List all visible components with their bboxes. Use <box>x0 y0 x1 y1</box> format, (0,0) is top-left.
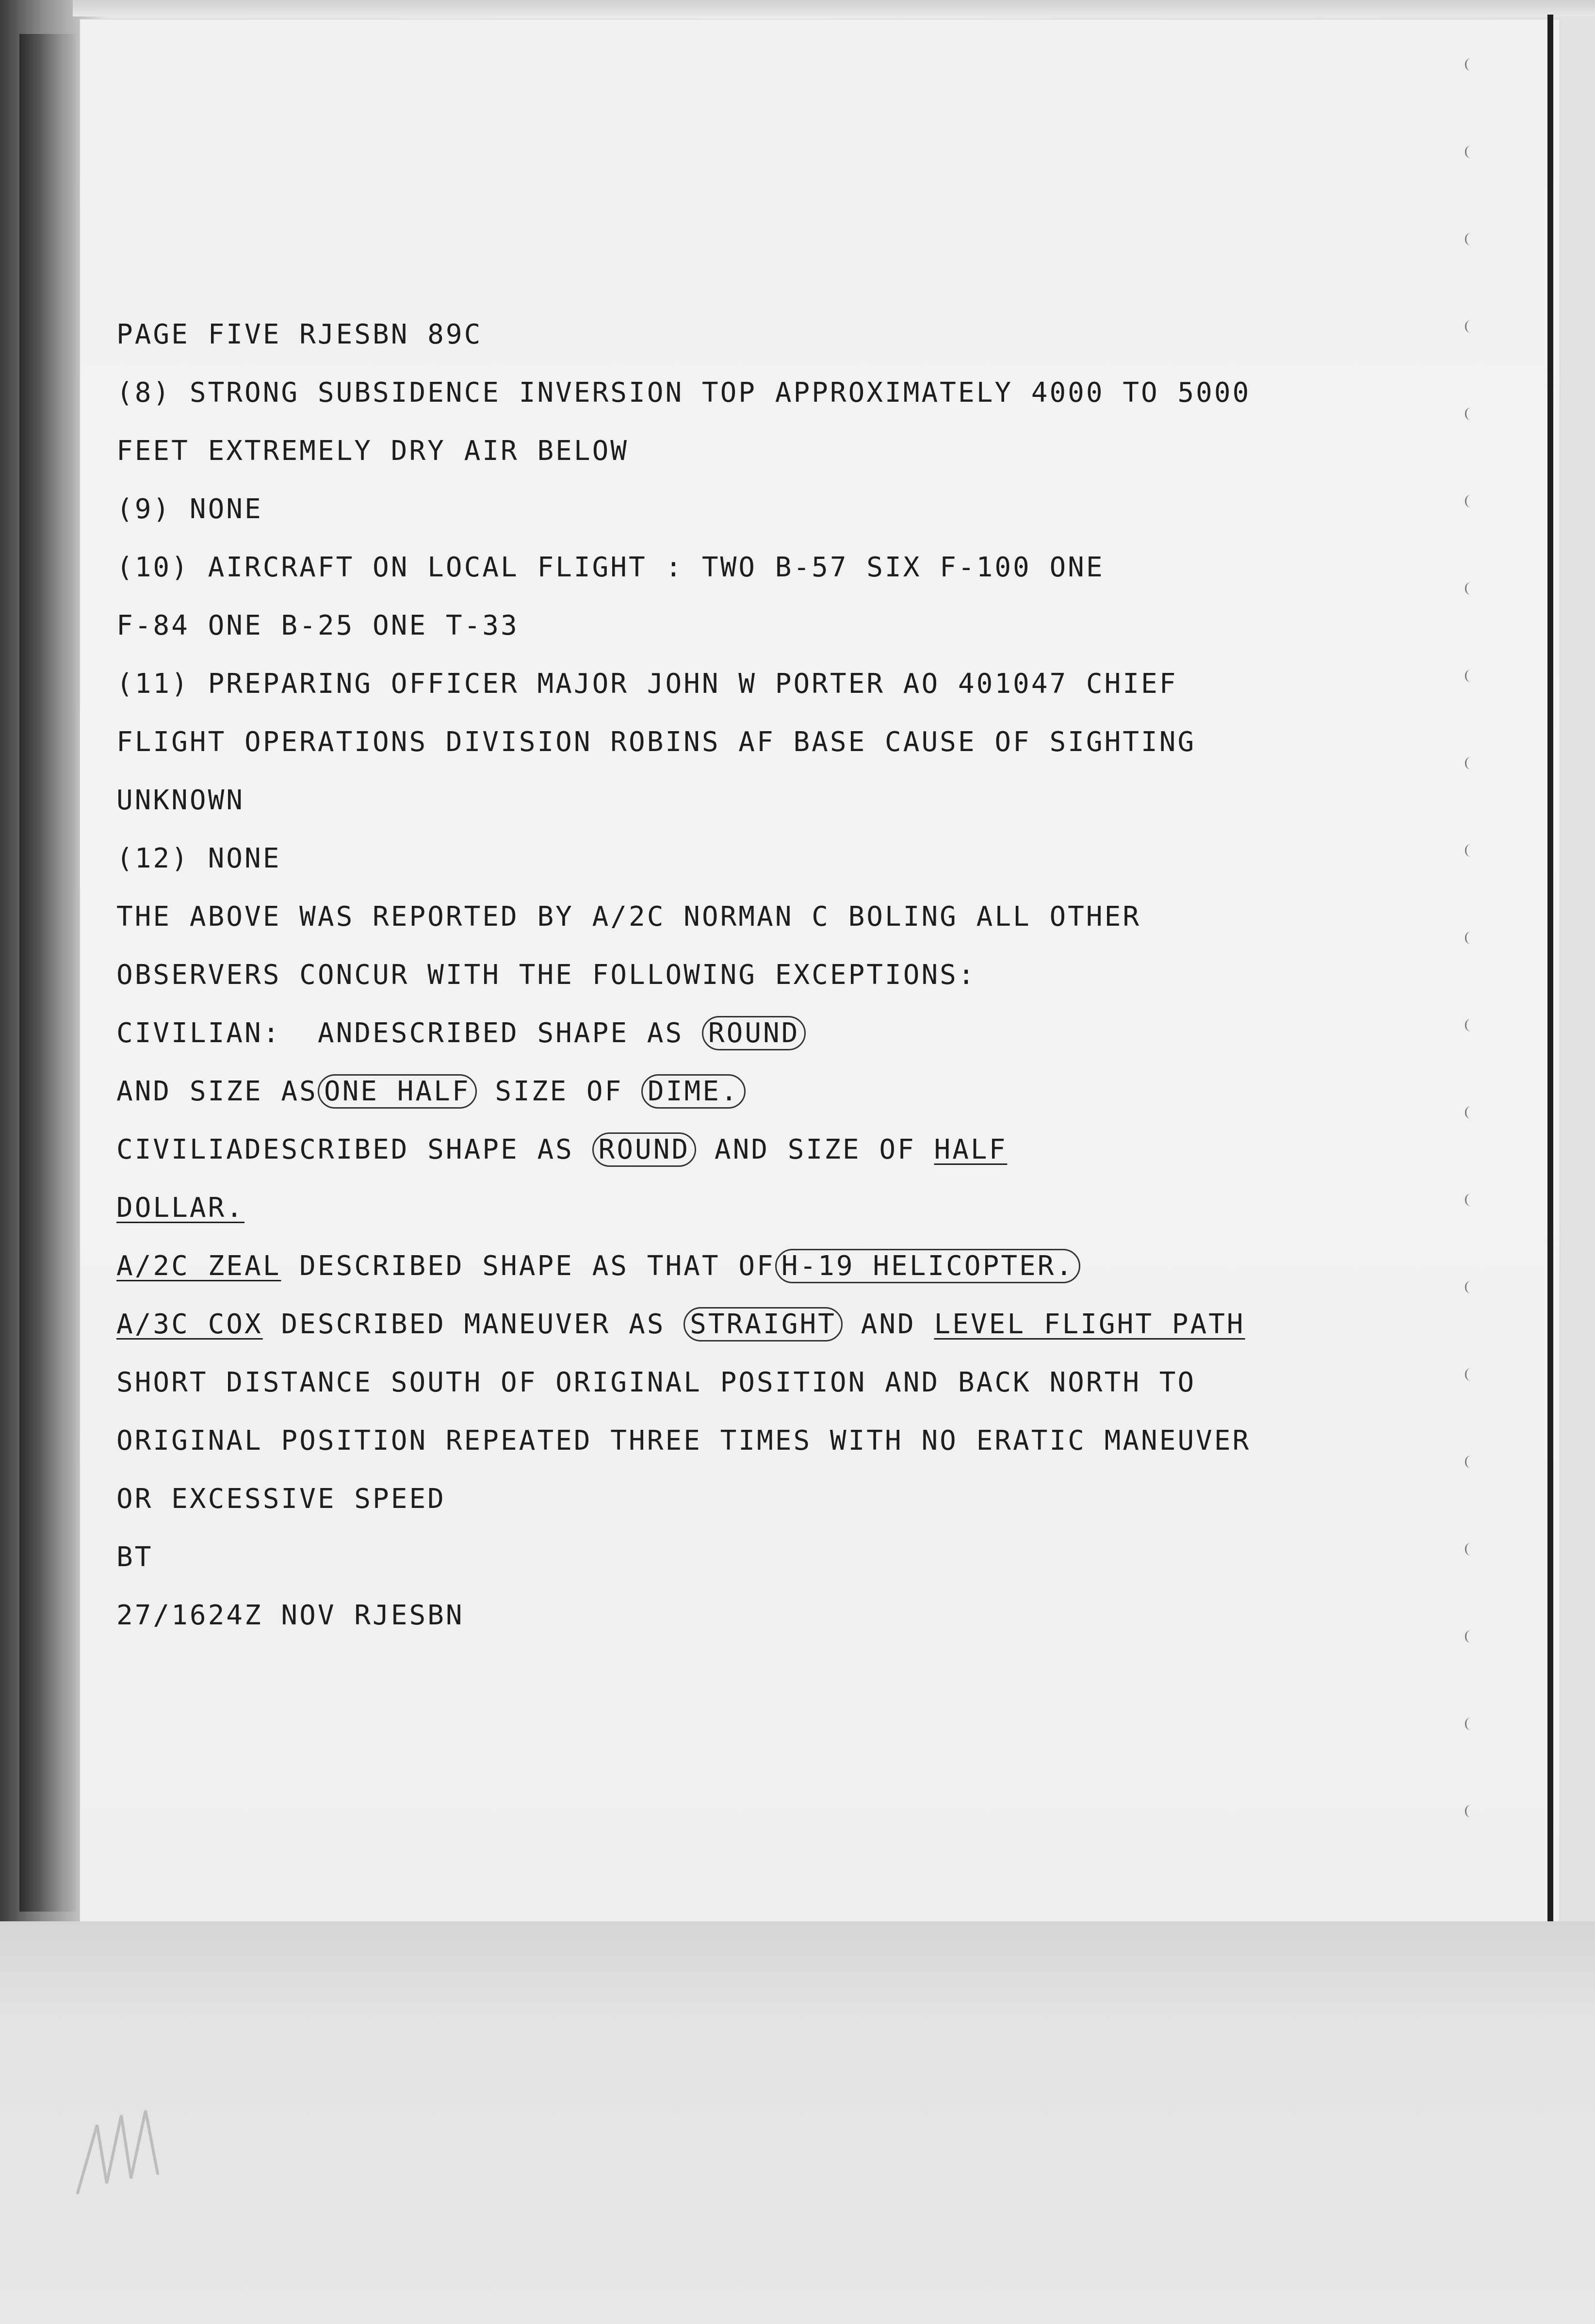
right-page-edge <box>1547 15 1553 1946</box>
underlined-text: LEVEL FLIGHT PATH <box>934 1309 1245 1340</box>
header-line: PAGE FIVE RJESBN 89C <box>116 319 483 350</box>
item-12-line: (12) NONE <box>116 843 281 874</box>
item-11-line-3: UNKNOWN <box>116 785 245 816</box>
text-segment: CIVILIA <box>116 1134 245 1165</box>
item-11-line-1: (11) PREPARING OFFICER MAJOR JOHN W PORTER AO 401047 CHIEF <box>116 668 1178 700</box>
maneuver-line-3: OR EXCESSIVE SPEED <box>116 1483 446 1515</box>
text-segment: DESCRIBED MANEUVER AS <box>281 1309 666 1340</box>
text-segment: DESCRIBED SHAPE AS THAT OF <box>299 1250 775 1282</box>
text-segment: AND SIZE OF <box>714 1134 916 1165</box>
cox-line <box>116 1295 1281 1354</box>
text-segment: DESCRIBED SHAPE AS <box>244 1134 574 1165</box>
item-10-line-1: (10) AIRCRAFT ON LOCAL FLIGHT : TWO B-57 SIX F-100 ONE <box>116 552 1105 583</box>
circled-text: ROUND <box>592 1132 697 1167</box>
underlined-text: A/2C ZEAL <box>116 1250 281 1282</box>
civilian-line-4 <box>116 1179 1281 1237</box>
lower-backdrop-strip <box>0 1921 1595 2324</box>
text-segment: AND SIZE AS <box>116 1076 318 1107</box>
report-line-2: OBSERVERS CONCUR WITH THE FOLLOWING EXCEPTIONS: <box>116 959 977 991</box>
underlined-text: DOLLAR. <box>116 1192 245 1224</box>
text-segment: DESCRIBED SHAPE AS <box>354 1017 684 1049</box>
break-line: BT <box>116 1541 153 1573</box>
underlined-text: HALF <box>934 1134 1008 1165</box>
item-9-line: (9) NONE <box>116 493 263 525</box>
circled-text: STRAIGHT <box>684 1307 843 1342</box>
text-segment: SIZE OF <box>495 1076 623 1107</box>
item-8-line-2: FEET EXTREMELY DRY AIR BELOW <box>116 435 629 467</box>
text-segment: CIVILIAN: <box>116 1017 281 1049</box>
text-segment: AND <box>861 1309 916 1340</box>
circled-text: ONE HALF <box>318 1074 477 1109</box>
report-line-1: THE ABOVE WAS REPORTED BY A/2C NORMAN C BOLING ALL OTHER <box>116 901 1141 933</box>
left-page-edge <box>19 34 78 1912</box>
circled-text: H-19 HELICOPTER. <box>775 1249 1080 1283</box>
item-10-line-2: F-84 ONE B-25 ONE T-33 <box>116 610 519 641</box>
civilian-line-1 <box>116 1004 1281 1063</box>
underlined-text: A/3C COX <box>116 1309 263 1340</box>
item-8-line-1: (8) STRONG SUBSIDENCE INVERSION TOP APPROXIMATELY 4000 TO 5000 <box>116 377 1251 409</box>
zeal-line <box>116 1237 1281 1295</box>
circled-text: ROUND <box>702 1016 806 1050</box>
civilian-line-3 <box>116 1121 1281 1179</box>
civilian-line-2 <box>116 1063 1281 1121</box>
circled-text: DIME. <box>641 1074 746 1109</box>
date-time-group-line: 27/1624Z NOV RJESBN <box>116 1600 464 1631</box>
maneuver-line-1: SHORT DISTANCE SOUTH OF ORIGINAL POSITION AND BACK NORTH TO <box>116 1367 1196 1398</box>
handwritten-scribble <box>68 2096 194 2203</box>
top-edge <box>73 0 1595 16</box>
text-segment: AN <box>317 1017 355 1049</box>
maneuver-line-2: ORIGINAL POSITION REPEATED THREE TIMES WITH NO ERATIC MANEUVER <box>116 1425 1251 1457</box>
item-11-line-2: FLIGHT OPERATIONS DIVISION ROBINS AF BASE CAUSE OF SIGHTING <box>116 726 1196 758</box>
teletype-message <box>116 306 1281 1645</box>
